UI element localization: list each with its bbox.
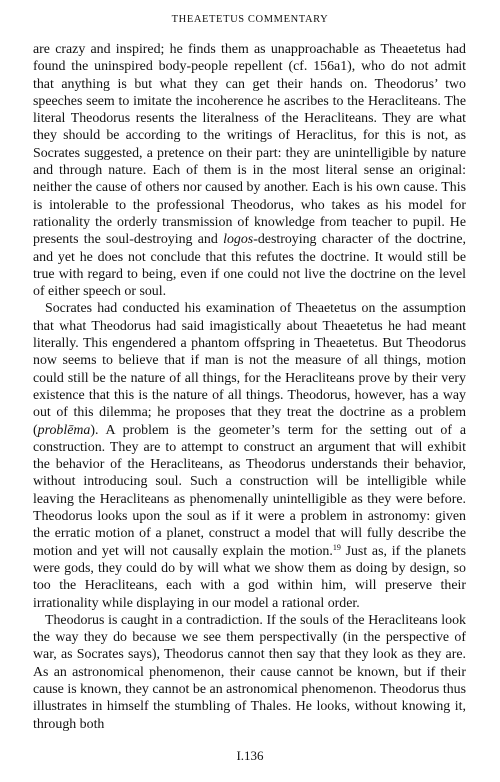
footnote-ref: 19 (332, 542, 341, 552)
text-segment: Just as, if the planets were gods, they could do by will what we show them as doing by design, so too the Heracliteans, each with a god within him, will preserve their irrationality while displaying in our model a rational order. (33, 543, 466, 611)
text-segment: -destroying character of the doctrine, and yet he does not conclude that this refutes the doctrine. It would still be true with regard to being, even if one could not live the doctrine on the level of either speech or soul. (33, 232, 466, 300)
paragraph-3 (33, 612, 466, 733)
text-segment-italic: problēma (37, 422, 91, 438)
text-segment: ). A problem is the geometer’s term for the setting out of a construction. They are to attempt to construct an argument that will exhibit the behavior of the Heracliteans, as Theodorus understands their behavior, without introducing soul. Such a construction will be intelligible while leaving the Heracliteans as phenomenally unintelligible as they were before. Theodorus looks upon the soul as if it were a problem in astronomy: given the erratic motion of a planet, construct a model that will fully describe the motion and yet will not causally explain the motion. (33, 422, 466, 559)
body-text (33, 41, 466, 733)
paragraph-1 (33, 41, 466, 300)
text-segment: Theodorus is caught in a contradiction. If the souls of the Heracliteans look the way they do because we see them perspectivally (in the perspective of war, as Socrates says), Theodorus cannot then say that they look as they are. As an astronomical phenomenon, their cause cannot be known, but if their cause is known, they cannot be an astronomical phenomenon. Theodorus thus illustrates in himself the stumbling of Thales. He looks, without knowing it, through both (33, 612, 466, 732)
running-header: THEAETETUS COMMENTARY (171, 14, 329, 25)
text-segment: Socrates had conducted his examination of Theaetetus on the assumption that what Theodorus had said imagistically about Theaetetus he had meant literally. This engendered a phantom offspring in Theaetetus. But Theodorus now seems to believe that if man is not the measure of all things, motion could still be the nature of all things, for the Heracliteans prove by their very existence that this is the nature of all things. Theodorus, however, has a way out of this dilemma; he proposes that they treat the doctrine as a problem ( (33, 301, 466, 438)
page-number: I.136 (236, 748, 264, 763)
paragraph-2 (33, 300, 466, 611)
text-segment-italic: logos (223, 232, 254, 248)
text-segment: are crazy and inspired; he finds them as unapproachable as Theaetetus had found the uninspired body-people repellent (cf. 156a1), who do not admit that anything is but what they can get their hands on. Theodorus’ two speeches seem to imitate the incoherence he ascribes to the Heracliteans. The literal Theodorus resents the literalness of the Heracliteans. They are what they should be according to the writings of Heraclitus, for this is not, as Socrates suggested, a pretence on their part: they are unintelligible by nature and through nature. Each of them is in the most literal sense an original: neither the cause of others nor caused by another. Each is his own cause. This is intolerable to the professional Theodorus, who takes as his model for rationality the orderly transmission of knowledge from teacher to pupil. He presents the soul-destroying and (33, 42, 466, 248)
